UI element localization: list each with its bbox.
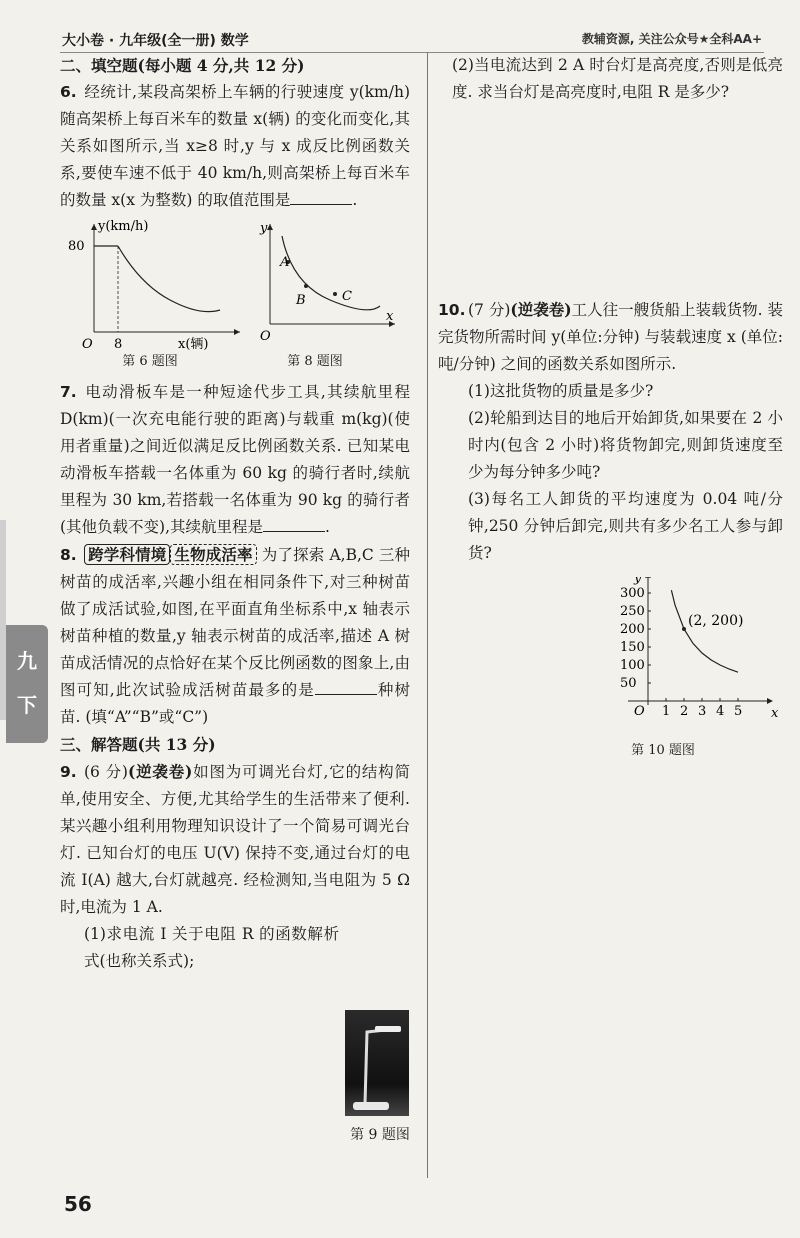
question-10-text: 工人往一艘货船上装载货物. 装完货物所需时间 y(单位:分钟) 与装载速度 x (单位:吨/分钟) 之间的函数关系如图所示. xyxy=(438,301,784,373)
fig10-y-tick: 100 xyxy=(620,658,645,673)
fig10-x-arrow xyxy=(767,698,773,704)
section-3-title: 三、解答题(共 13 分) xyxy=(60,735,216,754)
question-6-end: . xyxy=(352,191,358,209)
fig10-y-tick: 250 xyxy=(620,604,645,619)
fig8-x: x xyxy=(386,309,394,324)
fig10-x-tick: 3 xyxy=(698,704,707,719)
figure-8-graph xyxy=(259,221,395,344)
fig10-x-label: x xyxy=(771,706,779,721)
question-9-part-2: (2)当电流达到 2 A 时台灯是高亮度,否则是低亮度. 求当台灯是高亮度时,电阻 R 是多少? xyxy=(452,56,783,101)
fig8-origin: O xyxy=(260,329,271,344)
desk-lamp-icon xyxy=(345,1010,409,1116)
side-tab-char-2: 下 xyxy=(17,693,37,717)
figure-6-graph xyxy=(68,219,240,352)
question-10-tag: (逆袭卷) xyxy=(510,300,572,319)
question-8-number: 8. xyxy=(60,546,77,564)
question-9 xyxy=(60,758,410,921)
question-9-part-1: (1)求电流 I 关于电阻 R 的函数解析式(也称关系式); xyxy=(84,925,339,970)
right-column xyxy=(438,52,783,764)
figure-10 xyxy=(438,577,783,737)
fig8-label-c: C xyxy=(342,289,352,304)
question-10-part-3: (3)每名工人卸货的平均速度为 0.04 吨/分钟,250 分钟后卸完,则共有多少名工人参与卸货? xyxy=(468,490,783,562)
side-tab-char-1: 九 xyxy=(17,649,37,673)
question-10-score: (7 分) xyxy=(468,301,511,319)
question-6-text: 经统计,某段高架桥上车辆的行驶速度 y(km/h) 随高架桥上每百米车的数量 x(辆) 的变化而变化,其关系如图所示,当 x≥8 时,y 与 x 成反比例函数关系,要使车速不低于 40 km/h,则高架桥上每百米车的数量 x(x 为整数) 的取值范围是 xyxy=(60,83,410,209)
question-7 xyxy=(60,379,410,541)
question-10-part-2: (2)轮船到达目的地后开始卸货,如果要在 2 小时内(包含 2 小时)将货物卸完,则卸货速度至少为每分钟多少吨? xyxy=(468,409,783,481)
fig6-y80: 80 xyxy=(68,239,85,254)
question-7-number: 7. xyxy=(60,383,77,401)
answer-blank-7[interactable] xyxy=(263,517,325,532)
question-8-tag-survival: 生物成活率 xyxy=(170,544,256,565)
fig10-x-tick: 1 xyxy=(662,704,671,719)
question-9-tag: (逆袭卷) xyxy=(127,762,193,781)
question-10-number: 10. xyxy=(438,301,466,319)
question-8-tag-interdisciplinary: 跨学科情境 xyxy=(84,544,170,565)
answer-blank-6[interactable] xyxy=(290,190,352,205)
fig6-caption: 第 6 题图 xyxy=(122,354,178,369)
question-9-number: 9. xyxy=(60,763,77,781)
question-9-text: 如图为可调光台灯,它的结构简单,使用安全、方便,尤其给学生的生活带来了便利. 某兴趣小组利用物理知识设计了一个简易可调光台灯. 已知台灯的电压 U(V) 保持不变,通过台灯的电流 I(A) 越大,台灯就越亮. 经检测知,当电阻为 5 Ω 时,电流为 1 A. xyxy=(60,763,410,916)
question-8-text: 为了探索 A,B,C 三种树苗的成活率,兴趣小组在相同条件下,对三种树苗做了成活试验,如图,在平面直角坐标系中,x 轴表示树苗种植的数量,y 轴表示树苗的成活率,描述 A 树苗成活情况的点恰好在某个反比例函数的图象上,由图可知,此次试验成活树苗最多的是 xyxy=(60,546,410,699)
fig6-xlabel: x(辆) xyxy=(178,337,209,352)
fig6-ylabel: y(km/h) xyxy=(98,219,149,234)
question-7-end: . xyxy=(325,518,330,536)
fig8-caption: 第 8 题图 xyxy=(287,354,343,369)
question-8 xyxy=(60,541,410,731)
page-number: 56 xyxy=(64,1192,92,1216)
question-10-part-1: (1)这批货物的质量是多少? xyxy=(468,382,654,400)
fig10-marked-point xyxy=(682,627,686,631)
fig8-label-a: A xyxy=(280,255,290,270)
fig10-x-tick: 2 xyxy=(680,704,689,719)
figure-10-chart xyxy=(438,577,783,737)
section-2-title: 二、填空题(每小题 4 分,共 12 分) xyxy=(60,56,305,75)
question-9-score: (6 分) xyxy=(84,763,128,781)
fig6-x8: 8 xyxy=(114,337,123,352)
fig10-x-tick: 4 xyxy=(716,704,725,719)
desk-lamp-photo xyxy=(345,1010,409,1116)
fig9-caption: 第 9 题图 xyxy=(350,1127,410,1143)
fig10-y-tick: 50 xyxy=(620,676,637,691)
left-column xyxy=(60,52,410,975)
question-8-end: 种树苗. (填“A”“B”或“C”) xyxy=(60,681,410,726)
fig10-caption: 第 10 题图 xyxy=(631,743,695,758)
fig10-y-tick: 150 xyxy=(620,640,645,655)
fig8-y: y xyxy=(260,221,268,236)
question-10 xyxy=(438,296,783,378)
figures-6-8 xyxy=(60,214,410,354)
header-title: 大小卷 · 九年级(全一册) 数学 xyxy=(62,33,249,49)
figure-6-and-8 xyxy=(60,214,410,354)
fig10-y-label: y xyxy=(634,577,642,586)
question-6-number: 6. xyxy=(60,83,77,101)
header-note: 教辅资源, 关注公众号★全科AA+ xyxy=(581,32,762,46)
fig8-label-b: B xyxy=(296,293,306,308)
fig6-origin: O xyxy=(82,337,93,352)
fig10-x-tick: 5 xyxy=(734,704,743,719)
fig10-curve xyxy=(671,590,738,672)
fig10-origin: O xyxy=(634,704,645,719)
question-6 xyxy=(60,79,410,214)
column-divider xyxy=(427,52,428,1178)
fig10-y-tick: 300 xyxy=(620,586,645,601)
question-7-text: 电动滑板车是一种短途代步工具,其续航里程 D(km)(一次充电能行驶的距离)与载重 m(kg)(使用者重量)之间近似满足反比例函数关系. 已知某电动滑板车搭载一名体重为 60 kg 的骑行者时,续航里程为 30 km,若搭载一名体重为 90 kg 的骑行者(其他负载不变),其续航里程是 xyxy=(60,383,410,536)
side-tab xyxy=(6,625,48,743)
fig10-y-tick: 200 xyxy=(620,622,645,637)
answer-space-9[interactable] xyxy=(438,106,783,296)
answer-blank-8[interactable] xyxy=(315,680,377,695)
fig10-y-arrow xyxy=(645,577,651,578)
fig10-point-label: (2, 200) xyxy=(688,613,744,629)
